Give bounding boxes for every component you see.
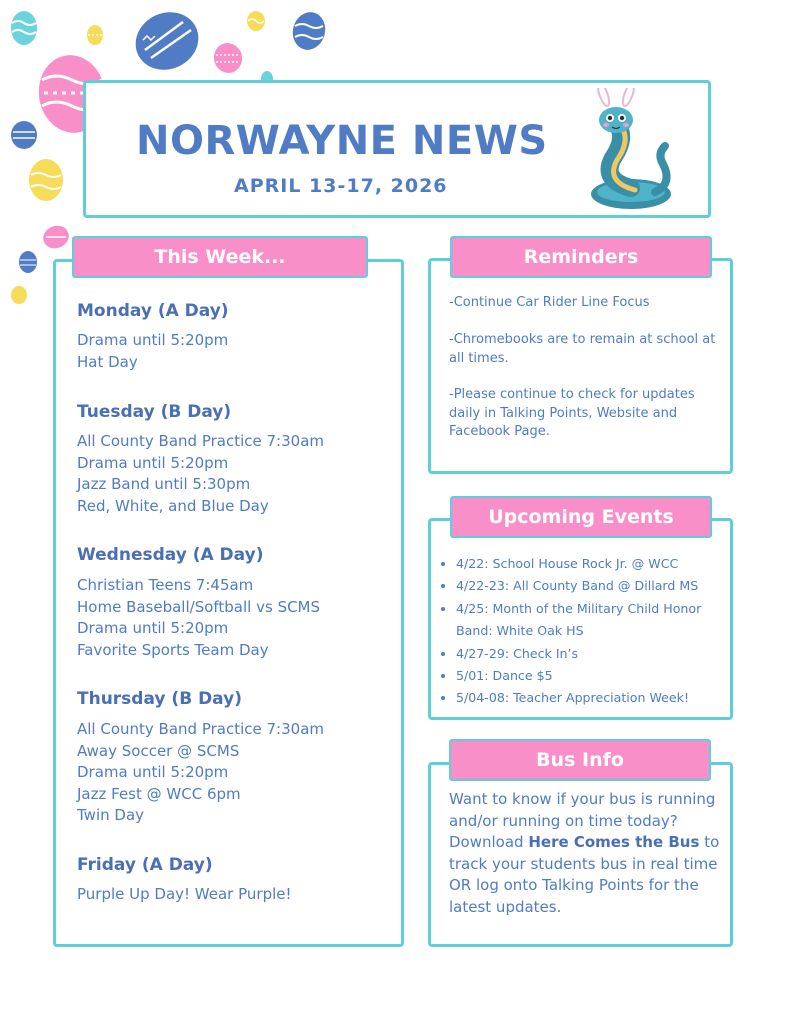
list-item: Drama until 5:20pm — [77, 331, 229, 349]
upcoming-events-list — [440, 553, 741, 710]
easter-egg-icon — [246, 10, 266, 32]
day-title-wednesday: Wednesday (A Day) — [77, 545, 264, 565]
day-events-monday — [77, 330, 228, 373]
day-title-thursday: Thursday (B Day) — [77, 689, 242, 709]
list-item: Home Baseball/Softball vs SCMS — [77, 597, 321, 616]
newsletter-title: NORWAYNE NEWS — [136, 118, 548, 164]
list-item: Drama until 5:20pm — [77, 453, 229, 472]
day-events-wednesday — [77, 575, 320, 661]
easter-egg-icon — [133, 10, 201, 72]
list-item: • 4/22-23: All County Band @ Dillard MS — [456, 575, 741, 597]
list-item: • 4/27-29: Check In’s — [456, 643, 741, 665]
easter-egg-icon — [10, 120, 38, 150]
list-item: • 4/22: School House Rock Jr. @ WCC — [456, 553, 741, 575]
reminder-item: -Please continue to check for updates daily in Talking Points, Website and Facebook Page. — [449, 387, 695, 439]
list-item: Christian Teens 7:45am — [77, 576, 254, 594]
list-item: Favorite Sports Team Day — [77, 640, 269, 659]
list-item: Hat Day — [77, 352, 138, 371]
easter-egg-icon — [291, 10, 327, 52]
bus-info-heading: Bus Info — [449, 739, 711, 781]
easter-egg-icon — [18, 250, 38, 274]
day-title-friday: Friday (A Day) — [77, 855, 213, 875]
list-item: • 4/25: Month of the Military Child Honor Band: White Oak HS — [456, 598, 741, 643]
reminders-heading: Reminders — [450, 236, 712, 278]
masthead — [83, 80, 711, 218]
easter-egg-icon — [10, 10, 38, 46]
reminder-item: -Chromebooks are to remain at school at all times. — [449, 332, 716, 366]
easter-egg-icon — [28, 158, 64, 202]
list-item: • 5/01: Dance $5 — [456, 665, 741, 687]
bus-info-detail: to track your students bus in real time OR log onto Talking Points for the latest updates. — [449, 833, 720, 916]
easter-egg-icon — [86, 24, 104, 46]
list-item: • 5/04-08: Teacher Appreciation Week! — [456, 687, 741, 709]
easter-egg-icon — [10, 285, 28, 305]
list-item: Drama until 5:20pm — [77, 763, 229, 781]
reminder-item: -Continue Car Rider Line Focus — [449, 295, 650, 310]
day-title-monday: Monday (A Day) — [77, 301, 229, 321]
list-item: All County Band Practice 7:30am — [77, 432, 325, 450]
week-date-range: APRIL 13-17, 2026 — [234, 175, 448, 197]
list-item: Red, White, and Blue Day — [77, 496, 269, 515]
bus-info-download: Download — [449, 833, 529, 851]
day-events-thursday — [77, 719, 324, 827]
list-item: Jazz Band until 5:30pm — [77, 475, 251, 493]
upcoming-events-heading: Upcoming Events — [450, 496, 712, 538]
list-item: All County Band Practice 7:30am — [77, 720, 325, 738]
list-item: Jazz Fest @ WCC 6pm — [77, 784, 241, 803]
this-week-heading: This Week... — [72, 236, 368, 278]
easter-egg-icon — [212, 42, 244, 74]
list-item: Drama until 5:20pm — [77, 619, 229, 637]
day-events-friday — [77, 884, 292, 906]
easter-egg-icon — [42, 225, 70, 249]
bus-app-name: Here Comes the Bus — [528, 833, 700, 851]
list-item: Purple Up Day! Wear Purple! — [77, 885, 292, 903]
bus-info-intro: Want to know if your bus is running and/or running on time today? — [449, 790, 716, 830]
bus-info-text — [449, 789, 724, 918]
day-title-tuesday: Tuesday (B Day) — [77, 402, 232, 422]
bunny-snake-icon — [583, 88, 675, 214]
list-item: Twin Day — [77, 806, 145, 824]
list-item: Away Soccer @ SCMS — [77, 741, 240, 760]
day-events-tuesday — [77, 431, 324, 517]
